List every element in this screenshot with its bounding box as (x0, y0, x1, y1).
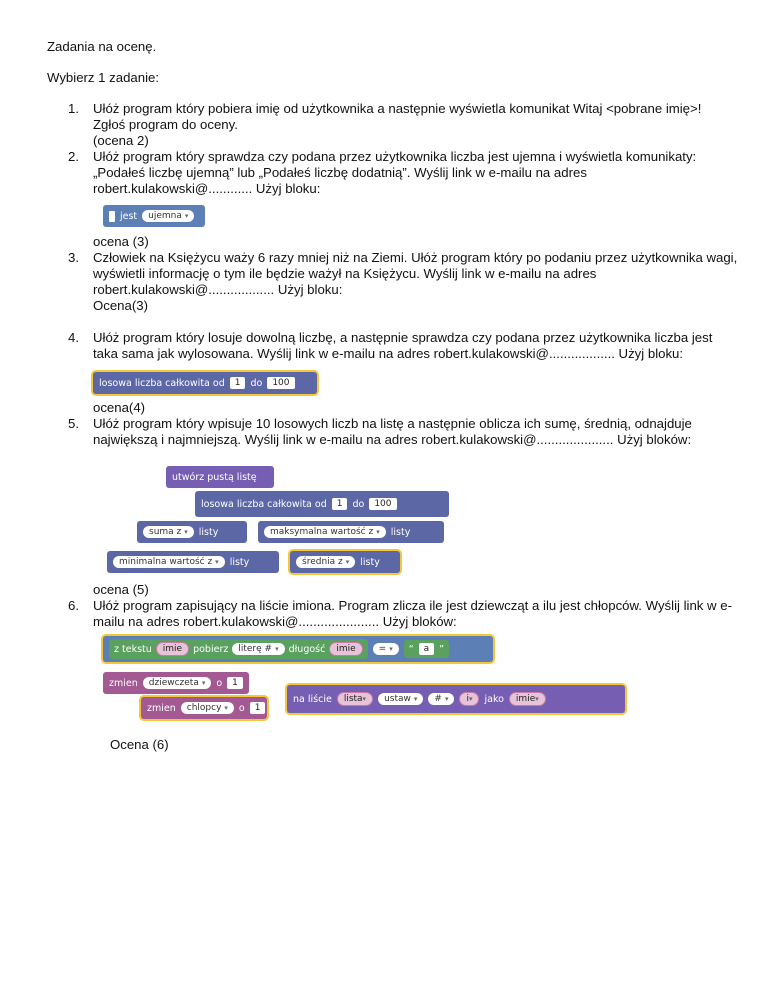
index-variable-dropdown[interactable] (459, 692, 479, 706)
number-field[interactable]: 1 (250, 702, 266, 714)
task-6-line-2: mailu na adres robert.kulakowski@...................... Użyj bloków: (93, 614, 457, 629)
task-5-line-1: Ułóż program który wpisuje 10 losowych liczb na listę a następnie oblicza ich sumę, średnią, odnajduje (93, 416, 692, 431)
dropdown-value: lista (343, 694, 363, 704)
block-label: jest (120, 210, 138, 222)
operation-dropdown[interactable] (264, 526, 386, 538)
task-6-grade: Ocena (6) (110, 737, 169, 752)
task-4-line-2: taka sama jak wylosowana. Wyślij link w e-mailu na adres robert.kulakowski@.................. Użyj bloku: (93, 346, 684, 361)
block-label: długość (288, 643, 326, 655)
number-field[interactable]: 1 (227, 677, 243, 689)
dropdown-value: = (378, 644, 387, 654)
max-of-list-block[interactable] (258, 521, 444, 543)
task-4-line-1: Ułóż program który losuje dowolną liczbę, a następnie sprawdza czy podana przez użytkownika liczba jest (93, 330, 713, 345)
task-2-line-1: Ułóż program który sprawdza czy podana przez użytkownika liczba jest ujemna i wyświetla komunikaty: (93, 149, 697, 164)
block-label: listy (198, 526, 219, 538)
variable-field[interactable]: imie (156, 642, 189, 656)
min-of-list-block[interactable] (107, 551, 279, 573)
task-number: 6. (68, 598, 79, 613)
task-2-line-2: „Podałeś liczbę ujemną” lub „Podałeś liczbę dodatnią”. Wyślij link w e-mailu na adres (93, 165, 587, 180)
dropdown-value: ujemna (148, 211, 182, 221)
task-3-grade: Ocena(3) (93, 298, 148, 313)
close-quote-icon: ” (439, 643, 445, 655)
compare-block[interactable] (103, 636, 493, 662)
change-girls-block[interactable] (103, 672, 249, 694)
text-literal-block[interactable] (404, 640, 449, 658)
block-label: pobierz (193, 643, 229, 655)
block-label: zmien (109, 677, 138, 689)
block-label: listy (360, 556, 380, 568)
variable-field[interactable]: imie (329, 642, 362, 656)
task-3-line-1: Człowiek na Księżycu waży 6 razy mniej niż na Ziemi. Ułóż program który po podaniu przez użytkownika wagi, (93, 250, 738, 265)
create-empty-list-block[interactable] (166, 466, 274, 488)
task-number: 4. (68, 330, 79, 345)
operation-dropdown[interactable] (113, 556, 225, 568)
task-3-line-3: robert.kulakowski@.................. Użyj bloku: (93, 282, 343, 297)
open-quote-icon: “ (408, 643, 414, 655)
task-4-grade: ocena(4) (93, 400, 146, 415)
task-2-grade: ocena (3) (93, 234, 149, 249)
dropdown-value: chlopcy (186, 703, 222, 713)
task-1-line-1: Ułóż program który pobiera imię od użytkownika a następnie wyświetla komunikat Witaj <pobrane imię>! (93, 101, 702, 116)
page-title: Zadania na ocenę. (47, 39, 157, 54)
operation-dropdown[interactable] (143, 526, 194, 538)
mode-dropdown[interactable] (232, 643, 284, 655)
task-3-line-2: wyświetli informację o tym ile będzie ważył na Księżycu. Wyślij link w e-mailu na adres (93, 266, 597, 281)
to-number-field[interactable]: 100 (369, 498, 396, 510)
block-label: do (250, 377, 263, 389)
block-label: listy (229, 556, 250, 568)
list-variable-dropdown[interactable] (337, 692, 373, 706)
task-number: 1. (68, 101, 79, 116)
block-label: do (352, 498, 365, 510)
from-number-field[interactable]: 1 (230, 377, 246, 389)
block-label: jako (484, 693, 504, 705)
substring-block[interactable] (109, 639, 368, 659)
random-int-block[interactable] (195, 491, 449, 517)
mode-dropdown[interactable] (378, 693, 423, 705)
dropdown-value: suma z (149, 527, 182, 537)
dropdown-value: ustaw (384, 694, 411, 704)
task-number: 5. (68, 416, 79, 431)
block-label: zmien (147, 702, 176, 714)
average-of-list-block[interactable] (290, 551, 400, 573)
puzzle-notch-icon (109, 211, 115, 222)
block-label: utwórz pustą listę (172, 471, 257, 483)
block-label: na liście (293, 693, 332, 705)
to-number-field[interactable]: 100 (267, 377, 294, 389)
block-label: o (238, 702, 245, 714)
position-dropdown[interactable] (428, 693, 454, 705)
dropdown-value: dziewczeta (148, 678, 199, 688)
value-variable-dropdown[interactable] (509, 692, 546, 706)
task-1-line-2: Zgłoś program do oceny. (93, 117, 238, 132)
dropdown-value: literę # (238, 644, 273, 654)
dropdown-value: imie (515, 694, 536, 704)
operation-dropdown[interactable] (296, 556, 355, 568)
sum-of-list-block[interactable] (137, 521, 247, 543)
variable-dropdown[interactable] (181, 702, 234, 714)
dropdown-value: maksymalna wartość z (270, 527, 374, 537)
task-1-line-3: (ocena 2) (93, 133, 149, 148)
operator-dropdown[interactable] (373, 643, 399, 655)
variable-dropdown[interactable] (143, 677, 212, 689)
dropdown-value: średnia z (302, 557, 343, 567)
list-set-block[interactable] (287, 685, 625, 713)
block-label: losowa liczba całkowita od (201, 498, 327, 510)
task-2-line-3: robert.kulakowski@............ Użyj bloku: (93, 181, 321, 196)
from-number-field[interactable]: 1 (332, 498, 348, 510)
dropdown-value: # (434, 694, 442, 704)
instruction: Wybierz 1 zadanie: (47, 70, 160, 85)
task-5-grade: ocena (5) (93, 582, 149, 597)
task-6-line-1: Ułóż program zapisujący na liście imiona. Program zlicza ile jest dziewcząt a ilu jest chłopców. Wyślij link w e- (93, 598, 732, 613)
block-label: losowa liczba całkowita od (99, 377, 225, 389)
block-label: z tekstu (114, 643, 152, 655)
dropdown-value: i (466, 694, 469, 704)
dropdown-value: minimalna wartość z (119, 557, 213, 567)
block-label: o (216, 677, 223, 689)
task-5-line-2: największą i najmniejszą. Wyślij link w e-mailu na adres robert.kulakowski@..................... Użyj bloków: (93, 432, 692, 447)
is-negative-block[interactable] (103, 205, 205, 227)
text-field[interactable]: a (419, 643, 435, 655)
block-label: listy (390, 526, 411, 538)
task-number: 2. (68, 149, 79, 164)
change-boys-block[interactable] (141, 697, 267, 719)
task-number: 3. (68, 250, 79, 265)
sign-dropdown[interactable] (142, 210, 194, 222)
random-int-block[interactable] (93, 372, 317, 394)
